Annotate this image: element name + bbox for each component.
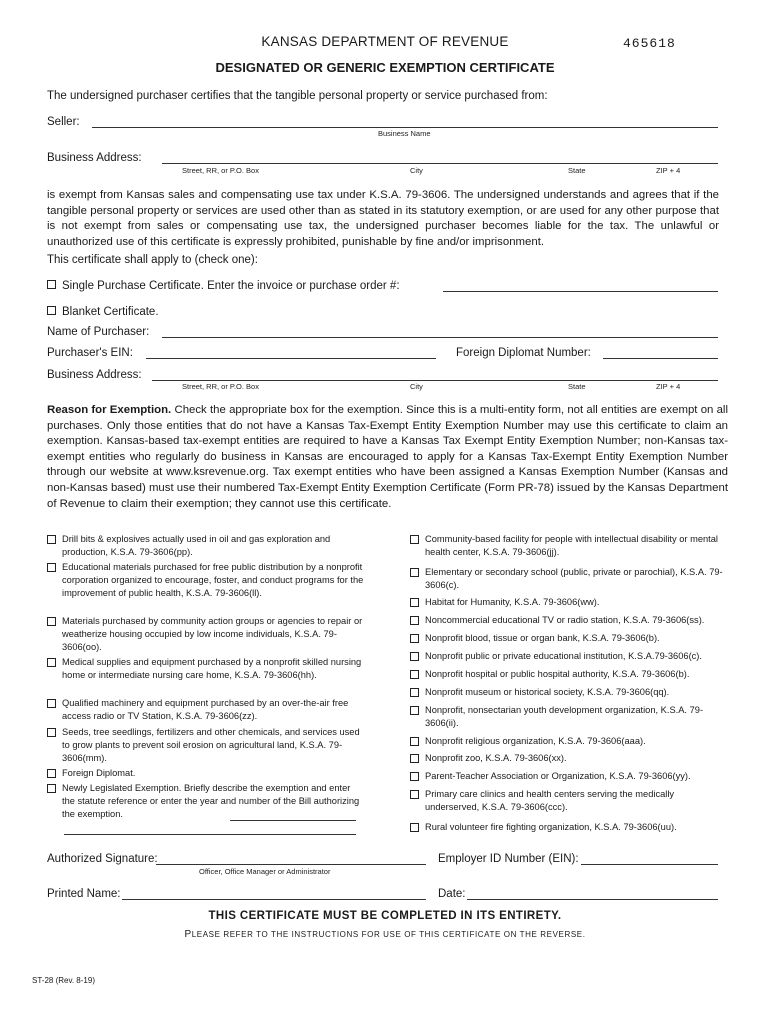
form-title: DESIGNATED OR GENERIC EXEMPTION CERTIFICATE [215, 60, 555, 75]
exemption-checkbox[interactable] [410, 706, 419, 715]
exemption-item[interactable]: Nonprofit, nonsectarian youth development organization, K.S.A. 79-3606(ii). [410, 704, 728, 730]
exemption-checkbox[interactable] [410, 823, 419, 832]
form-revision: ST-28 (Rev. 8-19) [32, 976, 95, 985]
exemption-item[interactable]: Rural volunteer fire fighting organization, K.S.A. 79-3606(uu). [410, 821, 728, 834]
exemption-checkbox[interactable] [410, 616, 419, 625]
printed-name-label: Printed Name: [47, 888, 121, 900]
exemption-checkbox[interactable] [410, 535, 419, 544]
seller-address-field[interactable] [162, 163, 718, 164]
employer-ein-field[interactable] [581, 864, 718, 865]
new-exemption-field-2[interactable] [64, 834, 356, 835]
exemption-checkbox[interactable] [410, 737, 419, 746]
state-caption: State [568, 166, 586, 175]
exemption-item[interactable]: Nonprofit zoo, K.S.A. 79-3606(xx). [410, 752, 728, 765]
exemption-checkbox[interactable] [410, 688, 419, 697]
exemption-item[interactable]: Qualified machinery and equipment purchased by an over-the-air free access radio or TV Station, K.S.A. 79-3606(zz). [47, 697, 365, 723]
blanket-checkbox[interactable] [47, 306, 56, 315]
exemption-item[interactable]: Drill bits & explosives actually used in oil and gas exploration and production, K.S.A. 79-3606(pp). [47, 533, 365, 559]
street-caption: Street, RR, or P.O. Box [182, 382, 259, 391]
exemption-item[interactable]: Nonprofit public or private educational institution, K.S.A.79-3606(c). [410, 650, 728, 663]
purchaser-ein-label: Purchaser's EIN: [47, 347, 133, 359]
exemption-item[interactable]: Parent-Teacher Association or Organization, K.S.A. 79-3606(yy). [410, 770, 728, 783]
apply-text: This certificate shall apply to (check one): [47, 254, 258, 266]
exemption-item[interactable]: Materials purchased by community action groups or agencies to repair or weatherize housing occupied by low income individuals, K.S.A. 79-3606(oo). [47, 615, 365, 655]
exemption-checkbox[interactable] [47, 535, 56, 544]
exempt-paragraph: is exempt from Kansas sales and compensating use tax under K.S.A. 79-3606. The undersigned understands and agrees that if the tangible personal property or services are used other than as stated in its statutory exemption, or are used for any other purpose that is not exempt from sales or compensating use tax, the undersigned purchaser becomes liable for the tax. The unlawful or unauthorized use of this certificate is expressly prohibited, punishable by fine and/or imprisonment. [47, 189, 719, 248]
printed-name-field[interactable] [122, 899, 426, 900]
zip-caption: ZIP + 4 [656, 382, 681, 391]
exemption-checkbox[interactable] [410, 598, 419, 607]
purchaser-name-field[interactable] [162, 337, 718, 338]
reason-text: Check the appropriate box for the exemption. Since this is a multi-entity form, not all entities are exempt on all purchases. Only those entities that do not have a Kansas Tax-Exempt Entity Exemption Number may use this certificate to claim an exemption. Kansas-based tax-exempt entities are required to have a Kansas Tax Exempt Entity Exemption Number; non-Kansas tax-exempt entities who regularly do business in Kansas are encouraged to apply for a Kansas Tax-Exempt Entity Exemption Number through our website at www.ksrevenue.org. Tax exempt entities who have been assigned a Kansas Exemption Number (Kansas and non-Kansas based) must use their numbered Tax-Exempt Entity Exemption Certificate (Form PR-78) issued by the Kansas Department of Revenue to claim their exemption; they cannot use this certificate. [47, 404, 729, 510]
exemption-item[interactable]: Newly Legislated Exemption. Briefly describe the exemption and enter the statute reference or enter the year and number of the Bill authorizing the exemption. [47, 782, 365, 822]
form-number: 465618 [623, 36, 676, 51]
exemption-checkbox[interactable] [410, 790, 419, 799]
exemption-item[interactable]: Habitat for Humanity, K.S.A. 79-3606(ww). [410, 596, 728, 609]
exemption-item[interactable]: Primary care clinics and health centers serving the medically underserved, K.S.A. 79-3606(ccc). [410, 788, 728, 814]
single-purchase-label: Single Purchase Certificate. Enter the invoice or purchase order #: [62, 280, 400, 292]
purchaser-ein-field[interactable] [146, 358, 436, 359]
exemption-checkbox[interactable] [410, 772, 419, 781]
invoice-number-field[interactable] [443, 291, 718, 292]
state-caption: State [568, 382, 586, 391]
exemption-item[interactable]: Nonprofit museum or historical society, K.S.A. 79-3606(qq). [410, 686, 728, 699]
officer-caption: Officer, Office Manager or Administrator [199, 867, 331, 876]
exemption-checkbox[interactable] [47, 699, 56, 708]
exemption-item[interactable]: Foreign Diplomat. [47, 767, 365, 780]
exemption-item[interactable]: Seeds, tree seedlings, fertilizers and other chemicals, and services used to grow plants to prevent soil erosion on agricultural land, K.S.A. 79-3606(mm). [47, 726, 365, 766]
exemption-checkbox[interactable] [410, 634, 419, 643]
intro-text: The undersigned purchaser certifies that the tangible personal property or service purchased from: [47, 90, 548, 102]
single-purchase-option[interactable] [47, 278, 400, 294]
city-caption: City [410, 166, 423, 175]
exemption-checkbox[interactable] [47, 617, 56, 626]
diplomat-number-field[interactable] [603, 358, 718, 359]
purchaser-address-field[interactable] [152, 380, 718, 381]
authorized-signature-field[interactable] [156, 864, 426, 865]
exemption-checkbox[interactable] [410, 754, 419, 763]
date-field[interactable] [467, 899, 718, 900]
street-caption: Street, RR, or P.O. Box [182, 166, 259, 175]
exemption-item[interactable]: Educational materials purchased for free public distribution by a nonprofit corporation organized to encourage, foster, and conduct programs for the improvement of public health, K.S.A. 79-3606(ll). [47, 561, 365, 601]
instructions-notice [0, 929, 770, 940]
purchaser-name-label: Name of Purchaser: [47, 326, 150, 338]
authorized-signature-label: Authorized Signature: [47, 853, 158, 865]
seller-label: Seller: [47, 116, 80, 128]
single-purchase-checkbox[interactable] [47, 280, 56, 289]
business-name-caption: Business Name [378, 129, 431, 138]
exemption-item[interactable]: Community-based facility for people with intellectual disability or mental health center, K.S.A. 79-3606(jj). [410, 533, 728, 559]
purchaser-address-label: Business Address: [47, 369, 142, 381]
exemption-checkbox[interactable] [47, 658, 56, 667]
exemption-checkbox[interactable] [47, 728, 56, 737]
employer-ein-label: Employer ID Number (EIN): [438, 853, 579, 865]
blanket-label: Blanket Certificate. [62, 306, 159, 318]
seller-address-label: Business Address: [47, 152, 142, 164]
seller-name-field[interactable] [92, 127, 718, 128]
exemption-checkbox[interactable] [47, 769, 56, 778]
blanket-option[interactable] [47, 304, 159, 320]
exemption-checkbox[interactable] [410, 652, 419, 661]
diplomat-number-label: Foreign Diplomat Number: [456, 347, 591, 359]
department-name: KANSAS DEPARTMENT OF REVENUE [261, 34, 509, 49]
exemption-item[interactable]: Elementary or secondary school (public, private or parochial), K.S.A. 79-3606(c). [410, 566, 728, 592]
exemption-item[interactable]: Nonprofit blood, tissue or organ bank, K.S.A. 79-3606(b). [410, 632, 728, 645]
date-label: Date: [438, 888, 466, 900]
exemption-checkbox[interactable] [410, 568, 419, 577]
city-caption: City [410, 382, 423, 391]
exemption-checkbox[interactable] [47, 784, 56, 793]
reason-paragraph [47, 403, 728, 512]
new-exemption-field[interactable] [230, 820, 356, 821]
exemption-item[interactable]: Medical supplies and equipment purchased by a nonprofit skilled nursing home or intermediate nursing care home, K.S.A. 79-3606(hh). [47, 656, 365, 682]
instructions-text: LEASE REFER TO THE INSTRUCTIONS FOR USE OF THIS CERTIFICATE ON THE REVERSE. [191, 930, 586, 939]
exemption-item[interactable]: Nonprofit hospital or public hospital authority, K.S.A. 79-3606(b). [410, 668, 728, 681]
zip-caption: ZIP + 4 [656, 166, 681, 175]
exemption-checkbox[interactable] [47, 563, 56, 572]
exemption-checkbox[interactable] [410, 670, 419, 679]
exemption-item[interactable]: Noncommercial educational TV or radio station, K.S.A. 79-3606(ss). [410, 614, 728, 627]
completion-notice: THIS CERTIFICATE MUST BE COMPLETED IN ITS ENTIRETY. [208, 910, 562, 922]
reason-heading: Reason for Exemption. [47, 404, 172, 416]
exemption-item[interactable]: Nonprofit religious organization, K.S.A. 79-3606(aaa). [410, 735, 728, 748]
instructions-initial: P [184, 929, 192, 940]
